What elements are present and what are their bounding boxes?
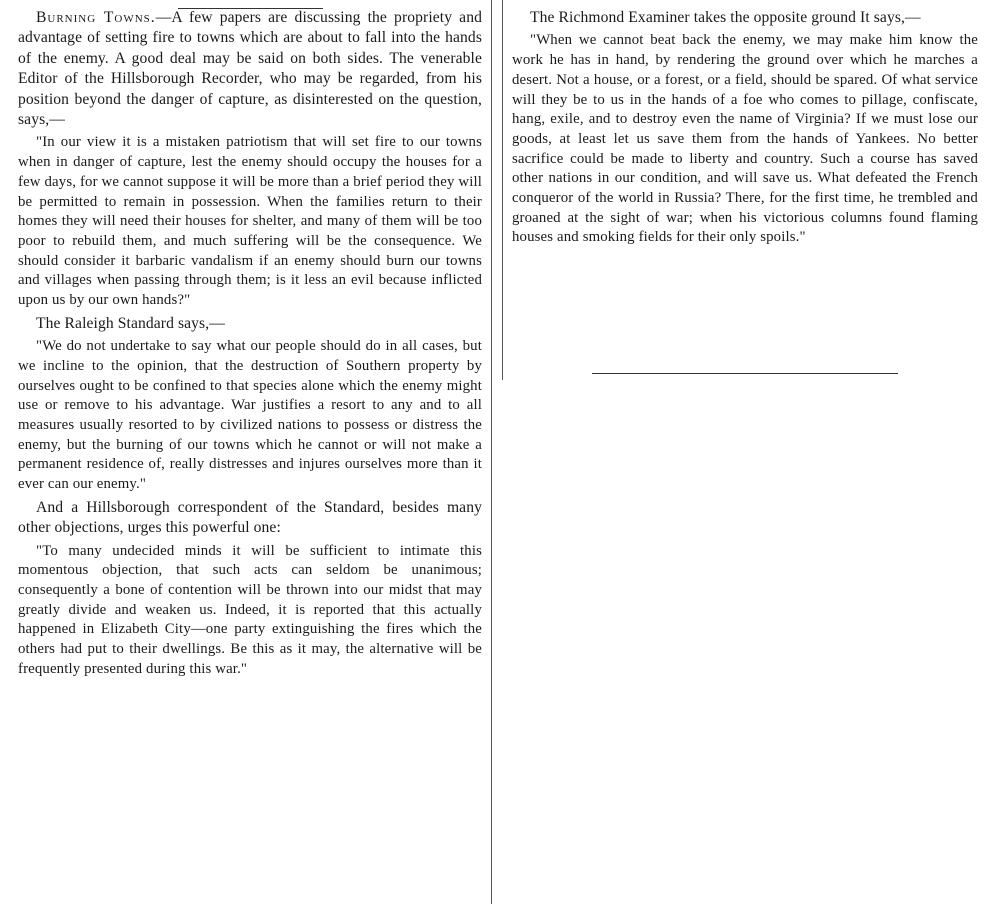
correspondent-intro: And a Hillsborough correspondent of the Standard, besides many other objections, urges this powerful one: [18, 498, 482, 537]
standard-intro: The Raleigh Standard says,— [36, 314, 225, 332]
right-column [512, 8, 978, 251]
left-column [18, 8, 482, 683]
quote-examiner: "When we cannot beat back the enemy, we may make him know the work he has in hand, by rendering the ground over which he marches a desert. Not a house, or a forest, or a field, should be spared. Of what service will they be to us in the hands of a foe who comes to pillage, confiscate, hang, exile, and to destroy even the name of Virginia? If we must lose our goods, at least let us save them from the hands of Yankees. No better sacrifice could be made to liberty and country. Such a course has saved other nations in our condition, and will save us. What defeated the French conqueror of the world in Russia? There, for the first time, he trembled and groaned at the sight of war; when his victorious columns found flaming houses and smoking fields for their only spoils." [512, 32, 978, 246]
intro-paragraph [18, 8, 482, 130]
column-divider [491, 0, 492, 904]
quote-standard: "We do not undertake to say what our people should do in all cases, but we incline to the opinion, that the destruction of Southern property by ourselves ought to be confined to that species alone which the enemy might use or remove to his advantage. War justifies a resort to any and to all measures usually resorted to by civilized nations to possess or distress the enemy, but the burning of our towns which he cannot or will not make a permanent residence of, really distresses and injures ourselves more than it ever can our enemy." [18, 338, 482, 493]
intro-text: —A few papers are discussing the propriety and advantage of setting fire to towns which are about to fall into the hands of the enemy. A good deal may be said on both sides. The venerable Editor of the Hillsborough Recorder, who may be regarded, from his position beyond the danger of capture, as disinterested on the question, says,— [18, 9, 482, 129]
quote-correspondent: "To many undecided minds it will be sufficient to intimate this momentous objection, that such acts can seldom be unanimous; consequently a bone of contention will be thrown into our midst that may greatly divide and weaken us. Indeed, it is reported that this actually happened in Elizabeth City—one party extinguishing the fires which the others had put to their dwellings. Be this as it may, the alternative will be frequently presented during this war." [18, 542, 482, 677]
examiner-intro: The Richmond Examiner takes the opposite ground It says,— [530, 9, 921, 26]
quote-recorder: "In our view it is a mistaken patriotism that will set fire to our towns when in danger of capture, lest the enemy should occupy the houses for a few days, for we cannot suppose it will be more than a brief period they will be permitted to remain in possession. When the families return to their homes they will need their houses for shelter, and many of them will be too poor to rebuild them, and much suffering will be the consequence. We should consider it barbaric vandalism if an enemy should burn our towns and villages when passing through them; is it less an evil because inflicted upon us by our own hands?" [18, 134, 482, 309]
article-heading: Burning Towns. [36, 9, 156, 26]
end-rule [592, 373, 898, 374]
column-divider-inner [502, 0, 503, 380]
